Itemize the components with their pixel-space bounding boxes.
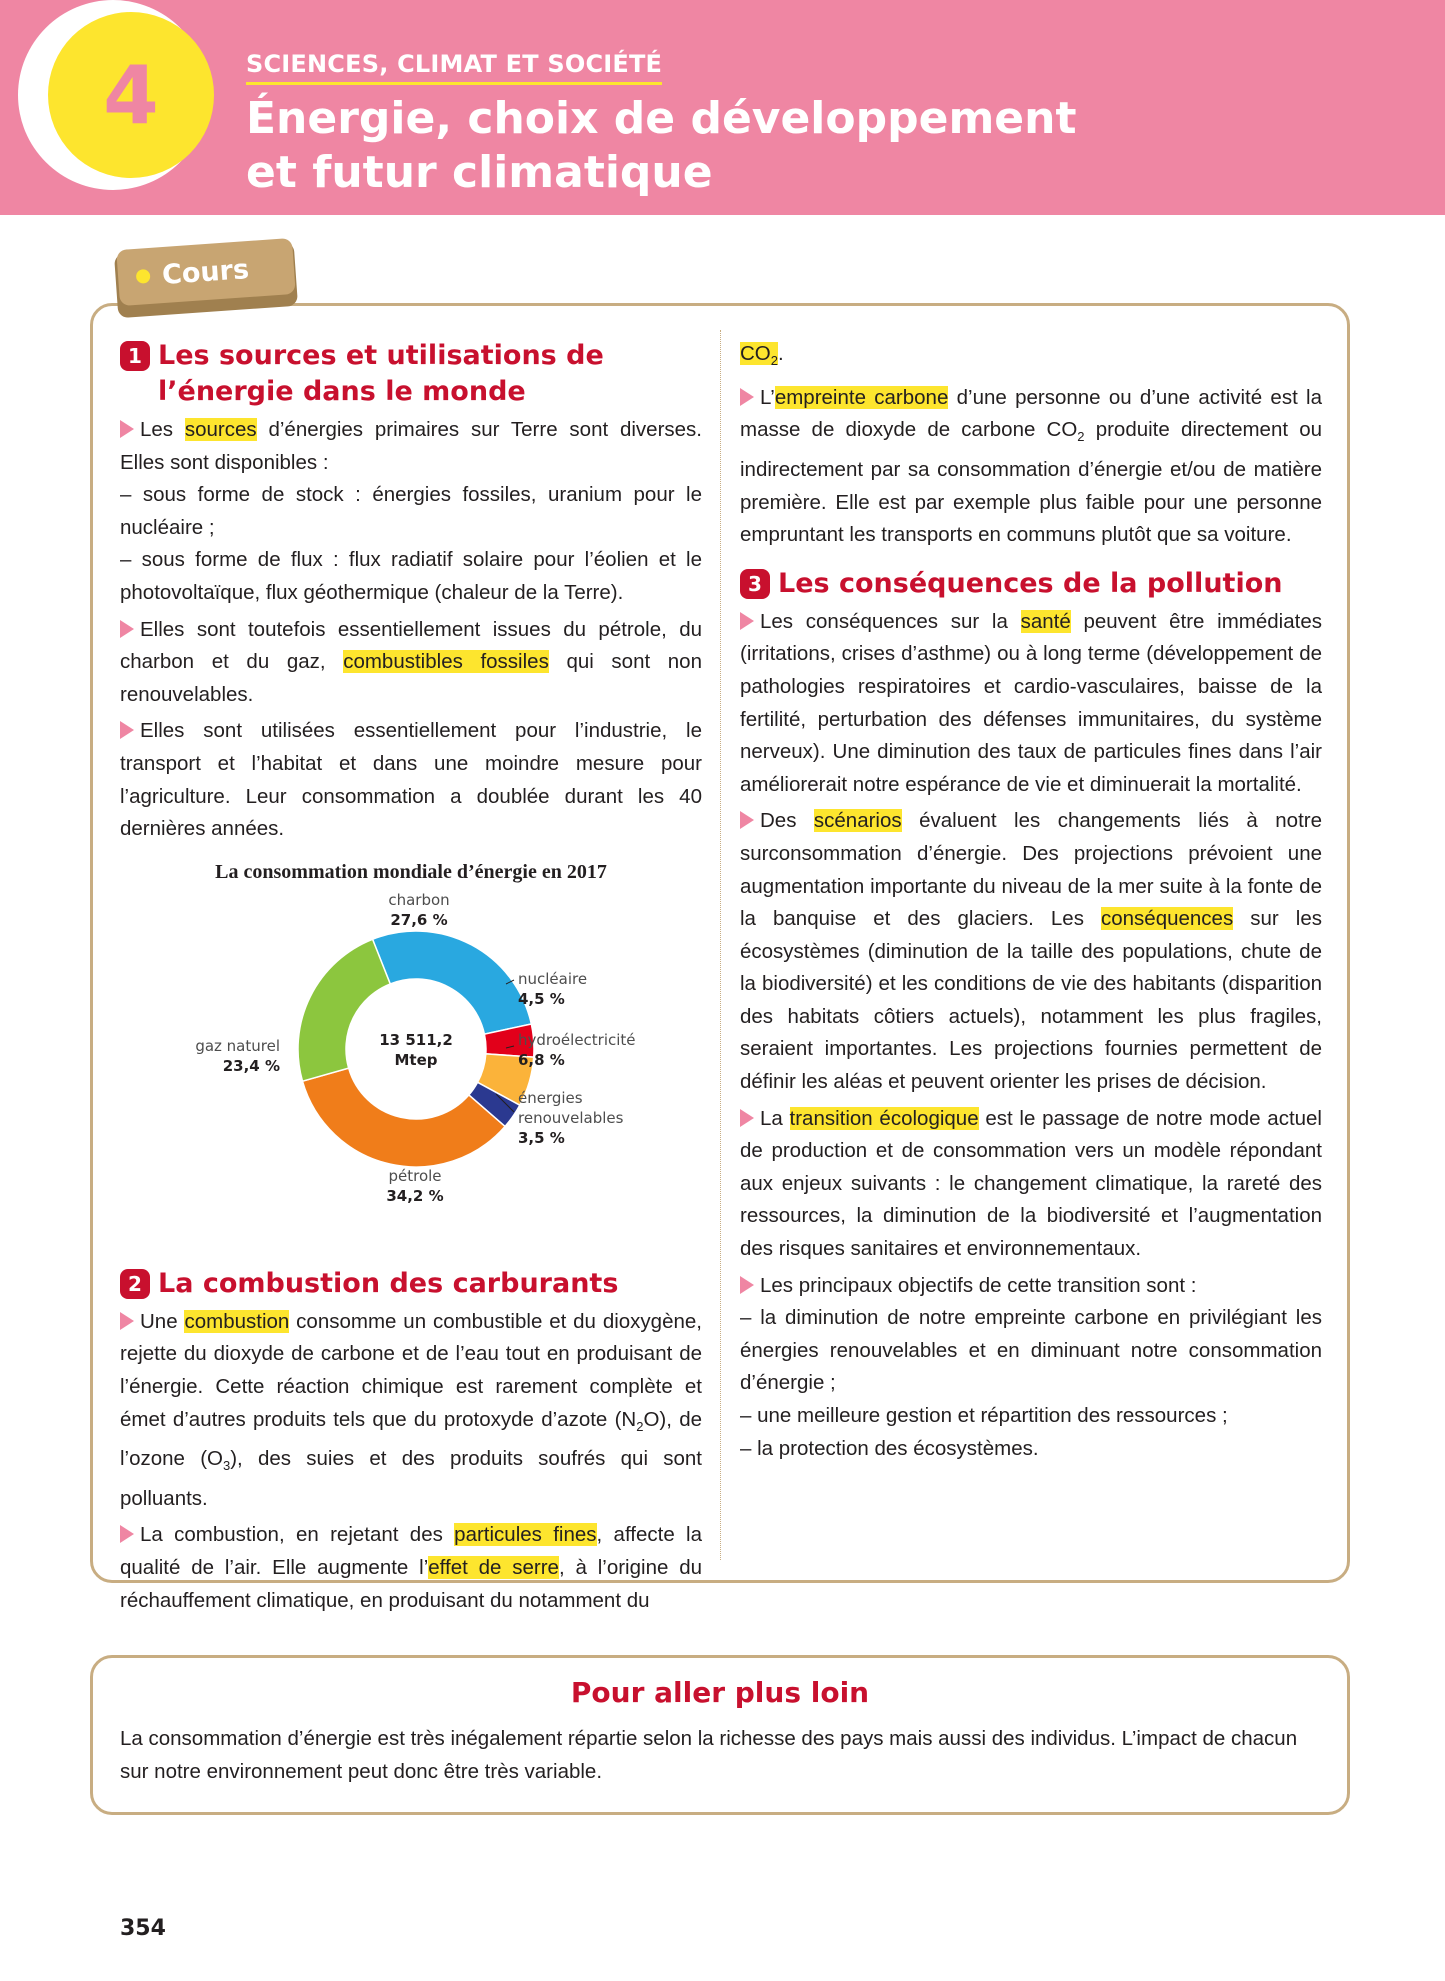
triangle-bullet-icon — [120, 420, 134, 438]
slice-name: gaz naturel — [195, 1036, 280, 1055]
highlight-term: combustion — [184, 1309, 290, 1333]
section-2-title: La combustion des carburants — [158, 1267, 619, 1299]
left-column — [120, 338, 702, 1621]
paragraph — [120, 414, 702, 610]
column-divider — [720, 330, 722, 1560]
section-2-heading — [120, 1266, 702, 1302]
list-item: – une meilleure gestion et répartition des ressources ; — [740, 1404, 1228, 1427]
section-1-number: 1 — [120, 341, 150, 371]
right-column — [740, 338, 1322, 1469]
chapter-number: 4 — [48, 12, 214, 178]
energy-chart — [120, 856, 702, 1246]
subscript: 2 — [1077, 429, 1085, 445]
chapter-title-line2: et futur climatique — [246, 147, 713, 198]
highlight-term: transition écologique — [789, 1106, 979, 1130]
list-item: – la diminution de notre empreinte carbone en privilégiant les énergies renouvelables et en diminuant notre consommation d’énergie ; — [740, 1306, 1322, 1395]
center-value: 13 511,2 — [379, 1030, 453, 1049]
paragraph — [120, 1306, 702, 1516]
highlight-term — [740, 342, 778, 369]
section-3-number: 3 — [740, 569, 770, 599]
text: Elles sont utilisées essentiellement pour l’industrie, le transport et l’habitat et dans une moindre mesure pour l’agriculture. Leur consommation a doublée durant les 40 dernières années. — [120, 719, 702, 841]
text: , à l’origine du réchauffement climatique, en produisant du notamment du — [120, 1556, 702, 1612]
section-2-number: 2 — [120, 1269, 150, 1299]
slice-value: 27,6 % — [390, 910, 448, 929]
bullet-dot-icon — [136, 269, 151, 284]
slice-0 — [373, 931, 532, 1034]
highlight-term: effet de serre — [428, 1556, 559, 1580]
section-1-heading — [120, 338, 702, 410]
text: d’une personne ou d’une activité est la masse de dioxyde de carbone CO — [740, 385, 1323, 442]
paragraph — [120, 614, 702, 712]
highlight-term: particules fines — [454, 1523, 597, 1547]
highlight-term: combustibles fossiles — [343, 650, 549, 674]
further-title: Pour aller plus loin — [570, 1676, 870, 1709]
label-nucleaire — [518, 969, 587, 1009]
slice-name: charbon — [388, 890, 450, 909]
paragraph — [740, 805, 1322, 1098]
highlight-term: santé — [1020, 609, 1071, 633]
text: CO — [740, 342, 771, 365]
text: Elles sont toutefois essentiellement issues du pétrole, du charbon et du gaz, — [120, 617, 702, 674]
slice-value: 3,5 % — [518, 1128, 565, 1147]
label-energies-renouvelables — [518, 1088, 623, 1148]
text: L’ — [760, 385, 775, 409]
paragraph — [120, 1519, 702, 1617]
text: Les — [140, 418, 185, 441]
triangle-bullet-icon — [740, 1109, 754, 1127]
chapter-badge — [18, 0, 208, 190]
chart-center-label — [356, 1030, 476, 1070]
highlight-term: empreinte carbone — [774, 385, 949, 409]
text: O), de l’ozone (O — [120, 1407, 703, 1471]
highlight-term: scénarios — [813, 809, 902, 833]
slice-name: nucléaire — [518, 969, 588, 988]
page-number: 354 — [120, 1916, 166, 1941]
subscript: 2 — [636, 1418, 644, 1434]
label-petrole — [360, 1166, 470, 1206]
text: consomme un combustible et du dioxygène, rejette du dioxyde de carbone et de l’eau tout en produisant de l’énergie. Cette réaction chimique est rarement complète et émet d’autres produits tels que du protoxyde d’azote (N — [120, 1309, 702, 1431]
text: Les principaux objectifs de cette transition sont : — [760, 1273, 1197, 1297]
center-unit: Mtep — [394, 1050, 438, 1069]
chart-title: La consommation mondiale d’énergie en 2017 — [215, 860, 607, 883]
text: , affecte la qualité de l’air. Elle augmente l’ — [120, 1523, 702, 1580]
triangle-bullet-icon — [120, 1312, 134, 1330]
text: – sous forme de flux : flux radiatif solaire pour l’éolien et le photovoltaïque, flux géothermique (chaleur de la Terre). — [120, 548, 702, 604]
label-charbon — [364, 890, 474, 930]
text: Une — [140, 1309, 185, 1333]
cours-tab-label: Cours — [161, 253, 250, 291]
triangle-bullet-icon — [740, 388, 754, 406]
triangle-bullet-icon — [740, 811, 754, 829]
triangle-bullet-icon — [740, 1276, 754, 1294]
paragraph — [740, 1270, 1322, 1466]
further-text: La consommation d’énergie est très inégalement répartie selon la richesse des pays mais aussi des individus. L’impact de chacun sur notre environnement peut donc être très variable. — [120, 1727, 1298, 1783]
label-gaz-naturel — [160, 1036, 280, 1076]
chapter-title — [246, 92, 1077, 200]
paragraph-continued — [740, 338, 1322, 378]
text: – sous forme de stock : énergies fossiles, uranium pour le nucléaire ; — [120, 483, 702, 539]
text: produite directement ou indirectement par sa consommation d’énergie et/ou de matière première. Elle est par exemple plus faible pour une personne empruntant les transports en communs plutôt que sa voiture. — [740, 418, 1323, 547]
slice-name: énergies — [518, 1088, 583, 1107]
text: ), des suies et des produits soufrés qui sont polluants. — [120, 1447, 702, 1510]
subscript: 3 — [222, 1458, 231, 1474]
text: qui sont non renouvelables. — [120, 650, 702, 706]
text: peuvent être immédiates (irritations, crises d’asthme) ou à long terme (développement de pathologies respiratoires et cardio-vasculaires, baisse de la fertilité, perturbation des défenses immunitaires, du système nerveux). Une diminution des taux de particules fines dans l’air améliorerait notre espérance de vie et diminuerait la mortalité. — [740, 609, 1322, 796]
paragraph — [740, 1103, 1322, 1266]
highlight-term: sources — [184, 418, 257, 441]
text: est le passage de notre mode actuel de production et de consommation vers un modèle répondant aux enjeux suivants : le changement climatique, la rareté des ressources, la diminution de la biodiversité et l’augmentation des risques sanitaires et environnementaux. — [740, 1106, 1322, 1261]
text: Des — [760, 809, 814, 833]
slice-4 — [302, 1068, 505, 1167]
slice-value: 34,2 % — [386, 1186, 444, 1205]
paragraph — [740, 606, 1322, 802]
slice-name: pétrole — [388, 1166, 442, 1185]
triangle-bullet-icon — [120, 620, 134, 638]
slice-value: 6,8 % — [518, 1050, 565, 1069]
text: . — [777, 342, 784, 365]
label-hydroelectricite — [518, 1030, 636, 1070]
chapter-title-line1: Énergie, choix de développement — [246, 93, 1077, 144]
slice-value: 23,4 % — [222, 1056, 280, 1075]
triangle-bullet-icon — [120, 721, 134, 739]
text: La — [760, 1106, 790, 1130]
section-1-title: Les sources et utilisations de l’énergie dans le monde — [158, 340, 604, 407]
highlight-term: conséquences — [1101, 907, 1234, 931]
slice-value: 4,5 % — [518, 989, 565, 1008]
text: évaluent les changements liés à notre surconsommation d’énergie. Des projections prévoient une augmentation importante du niveau de la mer suite à la fonte de la banquise et des glaciers. Les — [740, 809, 1322, 931]
text: La combustion, en rejetant des — [140, 1523, 455, 1547]
slice-name: hydroélectricité — [518, 1030, 636, 1049]
paragraph — [740, 382, 1322, 552]
text: sur les écosystèmes (diminution de la taille des populations, chute de la biodiversité) et les conditions de vie des habitants (disparition des habitats côtiers actuels), notamment les plus fragiles, seraient importantes. Les projections fournies permettent de définir les aléas et peuvent orienter les prises de décision. — [740, 907, 1322, 1094]
text: Les conséquences sur la — [760, 609, 1021, 633]
section-3-heading — [740, 566, 1322, 602]
slice-name: renouvelables — [518, 1108, 624, 1127]
paragraph — [120, 715, 702, 845]
list-item: – la protection des écosystèmes. — [740, 1436, 1039, 1460]
chapter-kicker: SCIENCES, CLIMAT ET SOCIÉTÉ — [246, 50, 662, 85]
triangle-bullet-icon — [740, 612, 754, 630]
triangle-bullet-icon — [120, 1525, 134, 1543]
section-3-title: Les conséquences de la pollution — [778, 567, 1283, 599]
subscript: 2 — [770, 353, 778, 369]
text: d’énergies primaires sur Terre sont diverses. Elles sont disponibles : — [120, 418, 703, 474]
